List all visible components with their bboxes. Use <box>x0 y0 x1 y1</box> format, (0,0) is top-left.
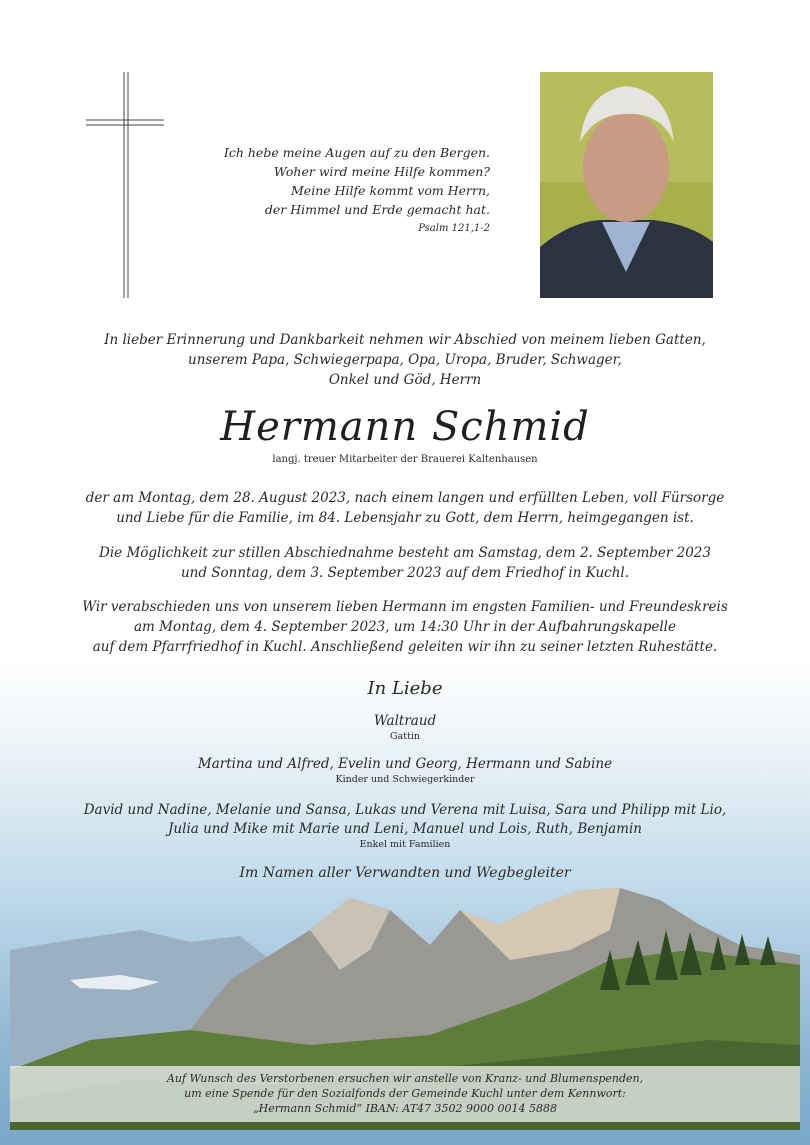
signoff-heading: In Liebe <box>367 678 443 699</box>
cross-icon <box>86 72 166 298</box>
family-names: Julia und Mike mit Marie und Leni, Manuel und Lois, Ruth, Benjamin <box>168 821 642 837</box>
paragraph-line: Die Möglichkeit zur stillen Abschiednahme besteht am Samstag, dem 2. September 2023 <box>99 545 711 561</box>
funeral-paragraph <box>40 597 770 657</box>
intro-line: Onkel und Göd, Herrn <box>328 372 482 388</box>
deceased-name: Hermann Schmid <box>220 404 590 450</box>
paragraph-line: auf dem Pfarrfriedhof in Kuchl. Anschließend geleiten wir ihn zu seiner letzten Ruhestätte. <box>92 639 718 655</box>
psalm-line: der Himmel und Erde gemacht hat. <box>264 202 490 217</box>
deceased-subtitle: langj. treuer Mitarbeiter der Brauerei Kaltenhausen <box>272 454 538 465</box>
family-group-children <box>30 755 780 785</box>
intro-text <box>30 330 780 390</box>
paragraph-line: und Liebe für die Familie, im 84. Lebensjahr zu Gott, dem Herrn, heimgegangen ist. <box>116 510 694 526</box>
family-relation: Gattin <box>389 731 421 742</box>
family-relation: Enkel mit Familien <box>359 839 451 850</box>
family-names: Waltraud <box>373 713 437 729</box>
closing-line: Im Namen aller Verwandten und Wegbegleiter <box>239 865 571 881</box>
paragraph-line: am Montag, dem 4. September 2023, um 14:30 Uhr in der Aufbahrungskapelle <box>134 619 676 635</box>
psalm-line: Meine Hilfe kommt vom Herrn, <box>291 183 490 198</box>
family-group-spouse <box>30 712 780 742</box>
paragraph-line: und Sonntag, dem 3. September 2023 auf dem Friedhof in Kuchl. <box>180 565 630 581</box>
viewing-paragraph <box>40 543 770 583</box>
family-relation: Kinder und Schwiegerkinder <box>335 774 475 785</box>
donation-footer <box>10 1066 800 1122</box>
psalm-quote <box>170 143 490 238</box>
family-names: David und Nadine, Melanie und Sansa, Lukas und Verena mit Luisa, Sara und Philipp mit Lio, <box>83 802 727 818</box>
footer-line: um eine Spende für den Sozialfonds der Gemeinde Kuchl unter dem Kennwort: <box>184 1087 626 1100</box>
family-group-grandchildren <box>30 801 780 850</box>
psalm-line: Woher wird meine Hilfe kommen? <box>273 164 490 179</box>
footer-line: Auf Wunsch des Verstorbenen ersuchen wir anstelle von Kranz- und Blumenspenden, <box>166 1072 644 1085</box>
footer-line: „Hermann Schmid“ IBAN: AT47 3502 9000 0014 5888 <box>252 1102 558 1115</box>
intro-line: unserem Papa, Schwiegerpapa, Opa, Uropa, Bruder, Schwager, <box>188 352 622 368</box>
psalm-line: Ich hebe meine Augen auf zu den Bergen. <box>223 145 490 160</box>
death-announcement-paragraph <box>40 488 770 528</box>
paragraph-line: Wir verabschieden uns von unserem lieben Hermann im engsten Familien- und Freundeskreis <box>82 599 728 615</box>
family-names: Martina und Alfred, Evelin und Georg, Hermann und Sabine <box>197 756 613 772</box>
portrait-photo <box>540 72 713 298</box>
intro-line: In lieber Erinnerung und Dankbarkeit nehmen wir Abschied von meinem lieben Gatten, <box>104 332 706 348</box>
paragraph-line: der am Montag, dem 28. August 2023, nach einem langen und erfüllten Leben, voll Fürsorge <box>85 490 725 506</box>
psalm-source: Psalm 121,1-2 <box>418 223 490 234</box>
